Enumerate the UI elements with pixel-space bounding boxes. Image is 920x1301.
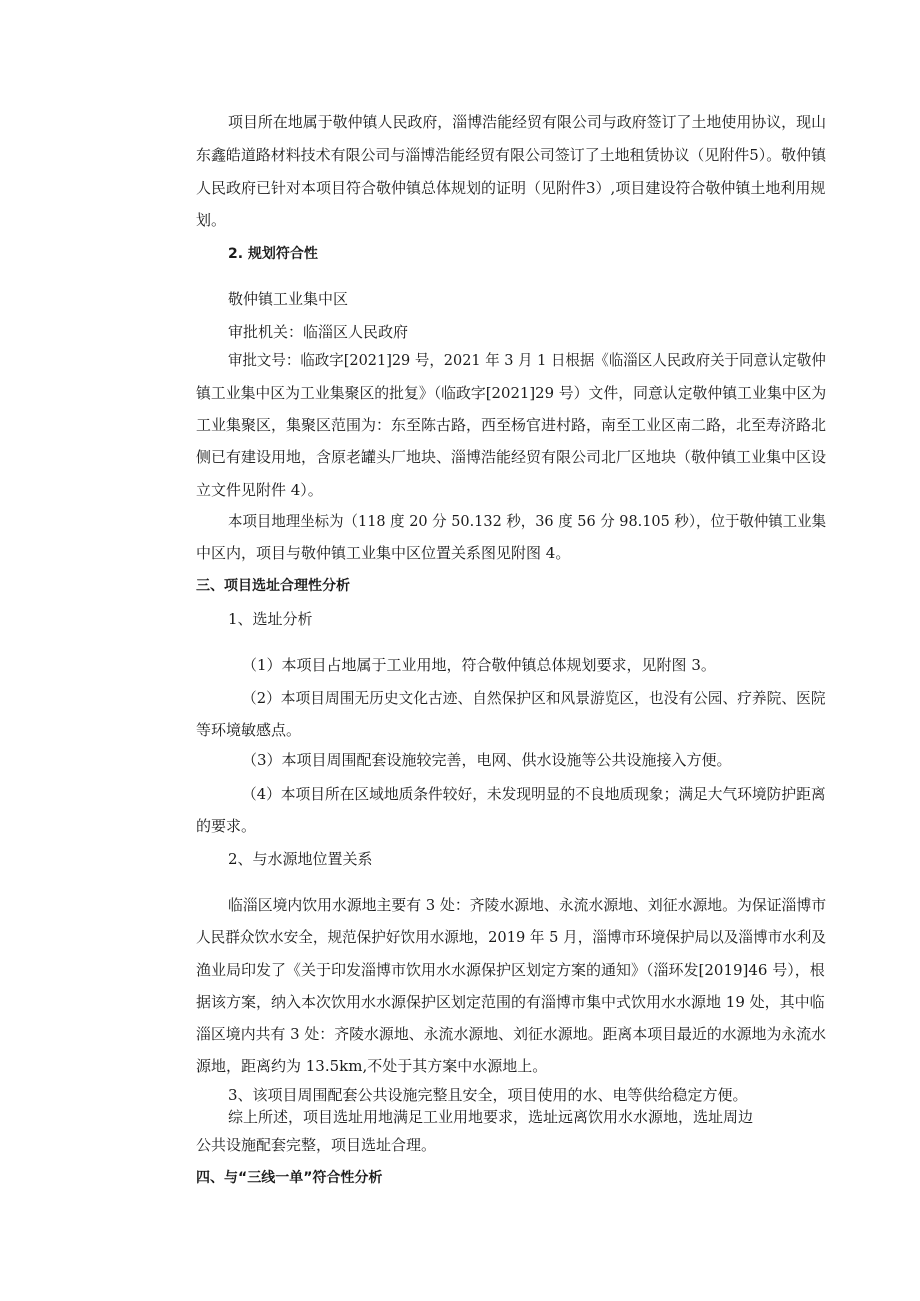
para-water-line-4: 据该方案，纳入本次饮用水水源保护区划定范围的有淄博市集中式饮用水水源地 19 处，其中临 [196, 993, 825, 1011]
para-water-line-1: 临淄区境内饮用水源地主要有 3 处：齐陵水源地、永流水源地、刘征水源地。为保证淄博市 [228, 896, 827, 914]
para-approval-line-2: 镇工业集中区为工业集聚区的批复》（临政字[2021]29 号）文件，同意认定敬仲镇工业集中区为 [196, 384, 827, 402]
heading-site-analysis: 1、选址分析 [228, 610, 313, 628]
para-water-line-2: 人民群众饮水安全，规范保护好饮用水源地，2019 年 5 月，淄博市环境保护局以及淄博市水利及 [196, 928, 827, 946]
zone-name: 敬仲镇工业集中区 [228, 290, 349, 308]
para-approval-line-5: 立文件见附件 4）。 [196, 481, 323, 499]
heading-section-4: 四、与“三线一单”符合性分析 [196, 1170, 383, 1186]
heading-water-source: 2、与水源地位置关系 [228, 850, 373, 868]
para-land-use-line-4: 划。 [196, 211, 227, 229]
para-land-use-line-1: 项目所在地属于敬仲镇人民政府，淄博浩能经贸有限公司与政府签订了土地使用协议，现山 [228, 113, 827, 131]
site-item-3: （3）本项目周围配套设施较完善，电网、供水设施等公共设施接入方便。 [242, 751, 732, 769]
para-coords-line-2: 中区内，项目与敬仲镇工业集中区位置关系图见附图 4。 [196, 544, 571, 562]
site-item-2-line-2: 等环境敏感点。 [196, 721, 302, 739]
approval-authority: 审批机关：临淄区人民政府 [228, 323, 409, 341]
para-approval-line-1: 审批文号：临政字[2021]29 号，2021 年 3 月 1 日根据《临淄区人民政府关于同意认定敬仲 [228, 351, 826, 369]
para-water-line-6: 源地，距离约为 13.5km,不处于其方案中水源地上。 [196, 1057, 548, 1075]
para-water-line-3: 渔业局印发了《关于印发淄博市饮用水水源保护区划定方案的通知》（淄环发[2019]46 号），根 [196, 961, 825, 979]
para-land-use-line-2: 东鑫皓道路材料技术有限公司与淄博浩能经贸有限公司签订了土地租赁协议（见附件5）。敬仲镇 [196, 146, 827, 164]
facilities-item: 3、该项目周围配套公共设施完整且安全，项目使用的水、电等供给稳定方便。 [228, 1086, 748, 1104]
para-water-line-5: 淄区境内共有 3 处：齐陵水源地、永流水源地、刘征水源地。距离本项目最近的水源地为永流水 [196, 1025, 827, 1043]
para-summary-line-1: 综上所述，项目选址用地满足工业用地要求，选址远离饮用水水源地，选址周边 [228, 1108, 754, 1126]
site-item-2-line-1: （2）本项目周围无历史文化古迹、自然保护区和风景游览区，也没有公园、疗养院、医院 [242, 689, 826, 707]
site-item-4-line-2: 的要求。 [196, 817, 257, 835]
para-summary-line-2: 公共设施配套完整，项目选址合理。 [196, 1136, 437, 1154]
site-item-4-line-1: （4）本项目所在区域地质条件较好，未发现明显的不良地质现象；满足大气环境防护距离 [242, 785, 826, 803]
para-approval-line-4: 侧已有建设用地，含原老罐头厂地块、淄博浩能经贸有限公司北厂区地块（敬仲镇工业集中区设 [196, 448, 827, 466]
para-approval-line-3: 工业集聚区，集聚区范围为：东至陈古路，西至杨官进村路，南至工业区南二路，北至寿济路北 [196, 416, 827, 434]
heading-planning-conformity: 2. 规划符合性 [228, 246, 318, 262]
para-coords-line-1: 本项目地理坐标为（118 度 20 分 50.132 秒，36 度 56 分 98.105 秒），位于敬仲镇工业集 [228, 512, 827, 530]
site-item-1: （1）本项目占地属于工业用地，符合敬仲镇总体规划要求，见附图 3。 [242, 656, 716, 674]
heading-section-3: 三、项目选址合理性分析 [196, 578, 350, 594]
para-land-use-line-3: 人民政府已针对本项目符合敬仲镇总体规划的证明（见附件3）,项目建设符合敬仲镇土地利用规 [196, 179, 826, 197]
